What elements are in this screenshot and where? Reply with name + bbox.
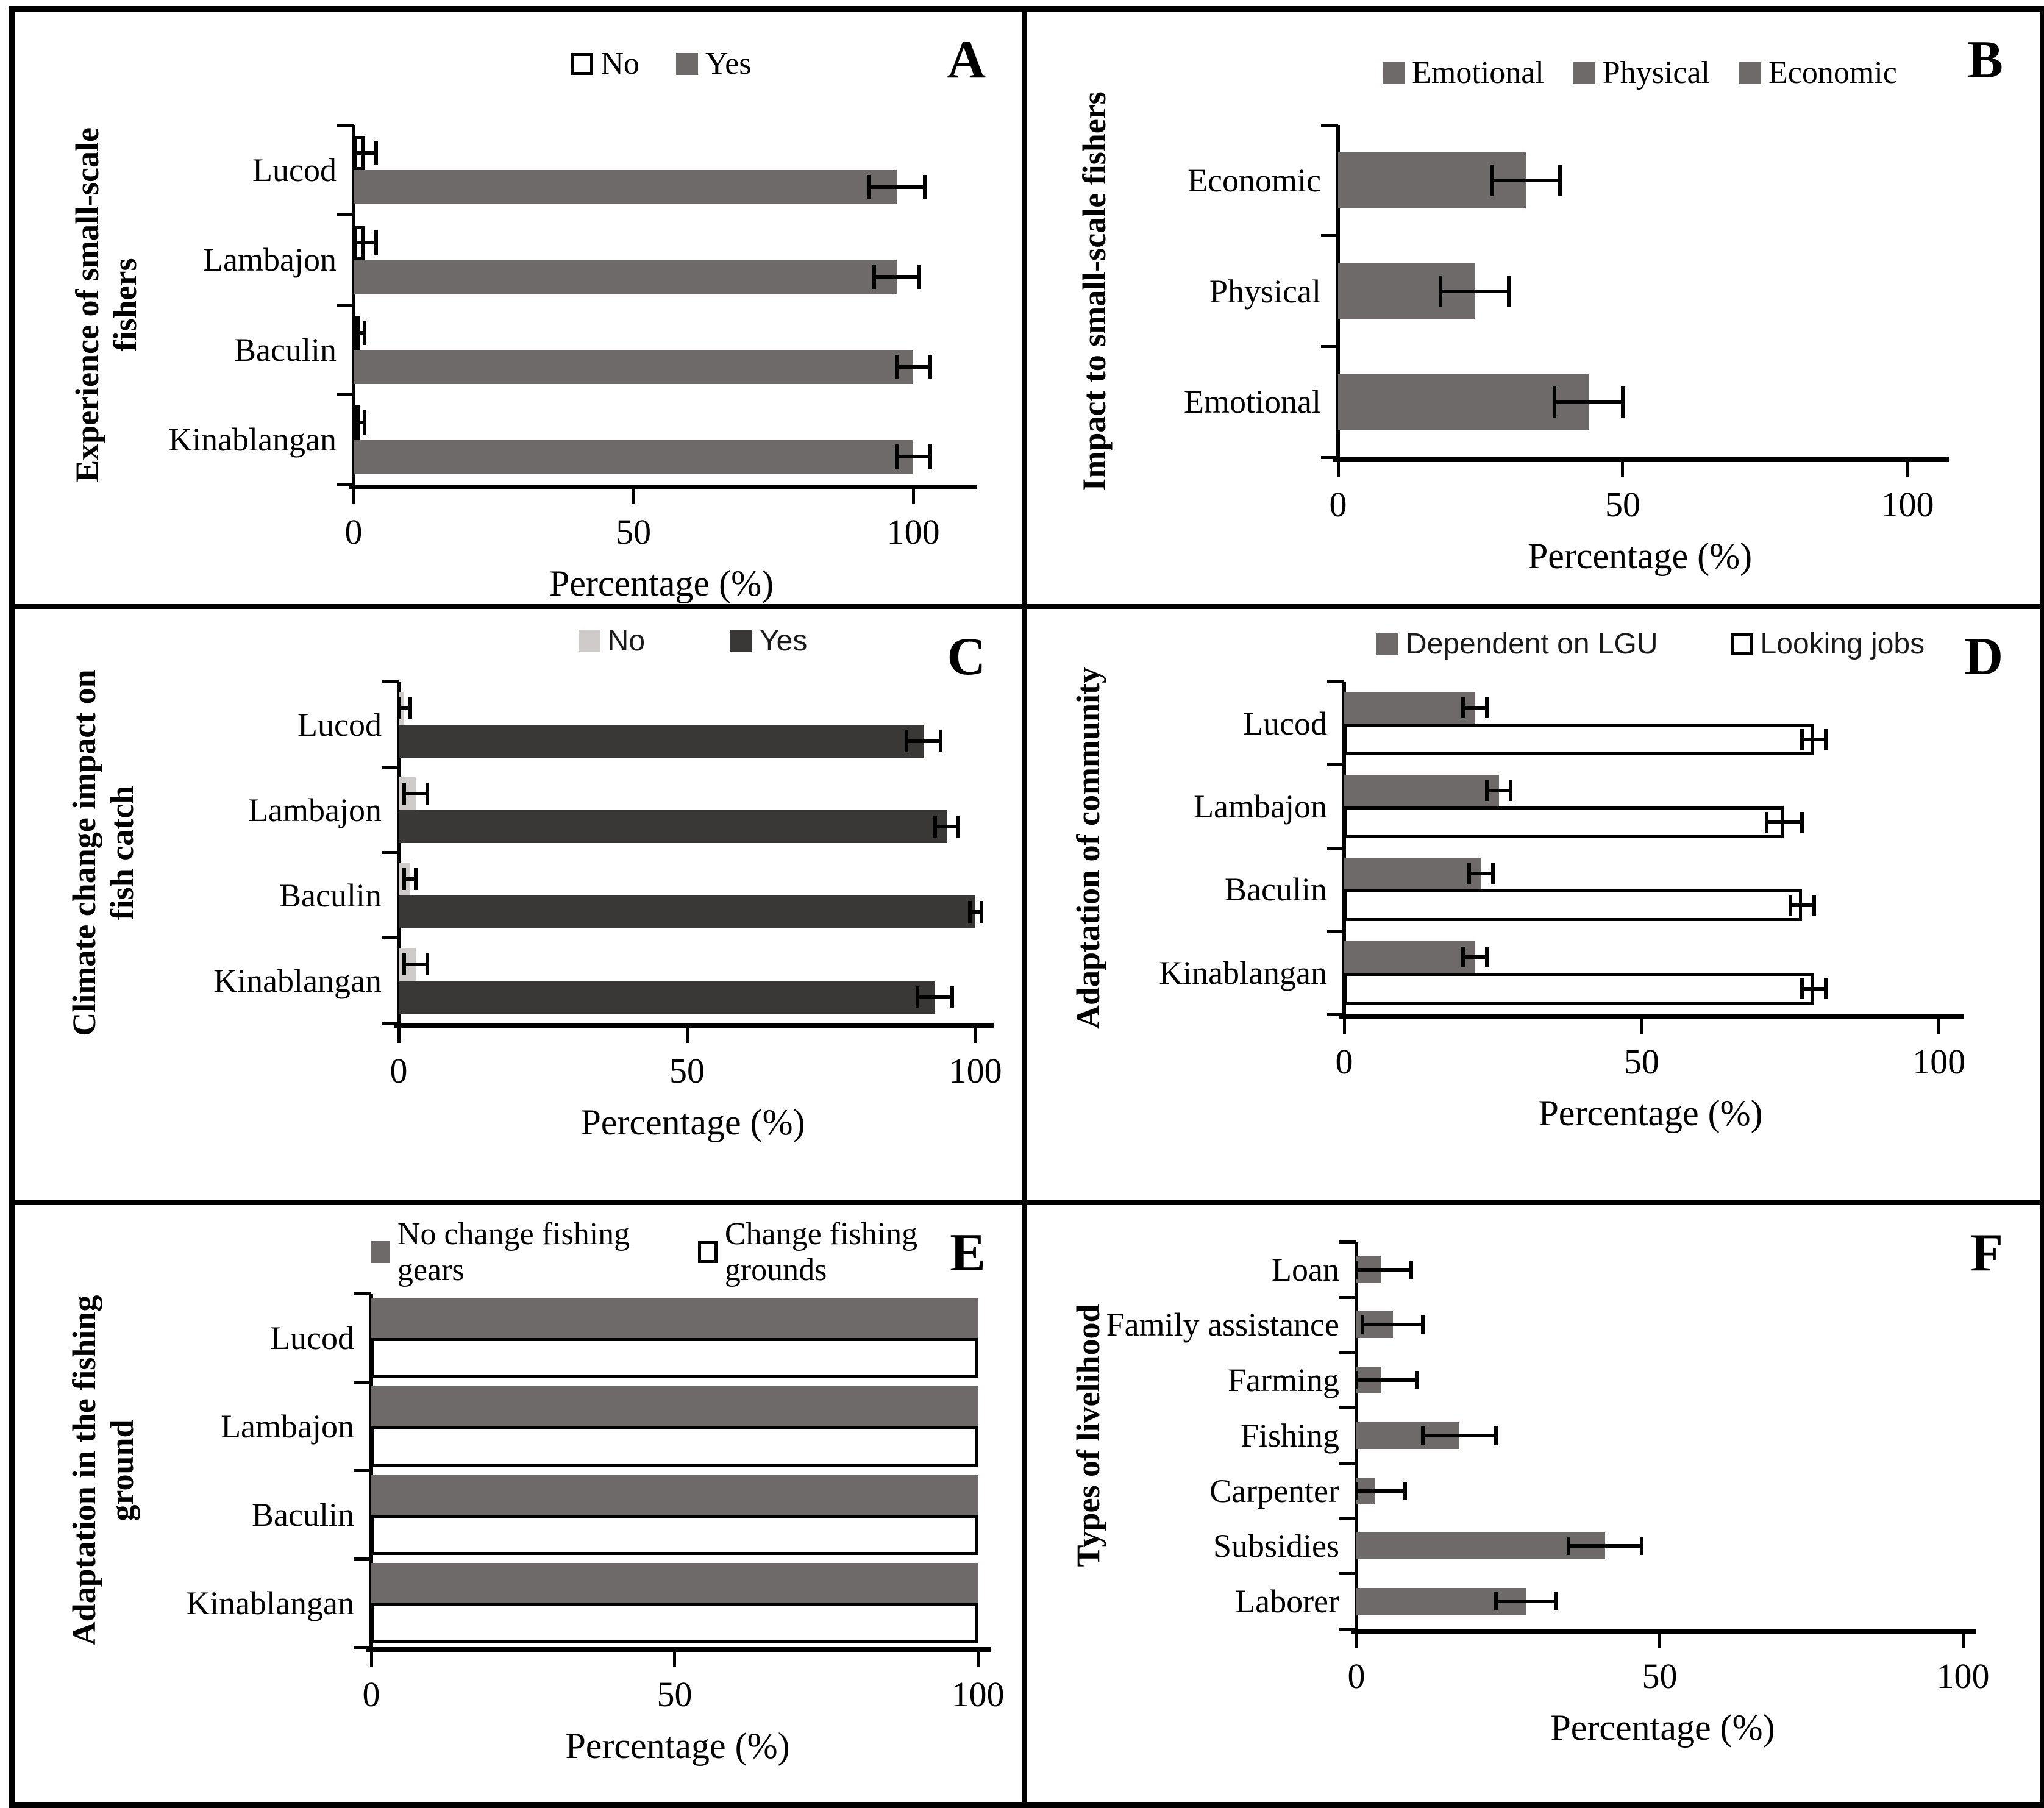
y-axis-tick	[337, 124, 354, 127]
y-axis-tick	[354, 1292, 371, 1295]
error-bar-cap	[933, 816, 937, 838]
x-axis-line	[1339, 1014, 1964, 1019]
x-axis-tick	[352, 488, 355, 504]
x-tick-label: 50	[1642, 1656, 1678, 1696]
error-bar-line	[874, 275, 919, 279]
error-bar-cap	[1567, 1537, 1570, 1555]
error-bar-cap	[928, 355, 932, 379]
legend-swatch-2	[698, 1241, 718, 1263]
bar-dependent-on-lgu	[1344, 775, 1499, 806]
error-bar-line	[897, 455, 930, 458]
category-label: Laborer	[1235, 1582, 1339, 1620]
error-bar-cap	[414, 868, 418, 890]
error-bar-line	[1802, 987, 1826, 991]
bar-yes	[399, 981, 935, 1014]
x-axis-tick	[397, 1027, 401, 1043]
x-axis-tick	[1355, 1632, 1358, 1648]
category-label: Kinablangan	[168, 421, 337, 458]
legend-swatch-2	[1573, 62, 1595, 84]
error-bar-cap	[1461, 947, 1465, 967]
x-tick-label: 0	[362, 1675, 380, 1715]
panel-E	[15, 1205, 1027, 1802]
error-bar-cap	[374, 230, 378, 255]
bar-impact	[1338, 374, 1589, 430]
error-bar-cap	[397, 697, 401, 719]
category-label: Lambajon	[203, 241, 337, 279]
legend-swatch-1	[571, 53, 593, 75]
bar-yes	[354, 350, 913, 384]
y-axis-label-line: fish catch	[104, 785, 140, 920]
y-axis-label-line: Types of livelihood	[1069, 1304, 1106, 1567]
legend-item	[1739, 55, 1897, 91]
category-label: Kinablangan	[1159, 954, 1327, 991]
error-bar-cap	[1494, 1592, 1498, 1610]
error-bar-line	[1423, 1434, 1495, 1437]
legend	[1344, 627, 1957, 661]
error-bar-cap	[956, 816, 960, 838]
error-bar-line	[1463, 706, 1487, 710]
x-tick-label: 0	[1347, 1656, 1366, 1696]
error-bar-cap	[352, 230, 355, 255]
x-tick-label: 50	[657, 1675, 693, 1715]
category-label: Baculin	[252, 1496, 354, 1533]
y-axis-tick	[1339, 1351, 1356, 1354]
error-bar-cap	[363, 321, 366, 345]
bar-dependent-on-lgu	[1344, 858, 1481, 889]
bar-no-change-fishing-gears	[371, 1386, 978, 1426]
plot-area	[1159, 682, 1966, 1133]
category-label: Loan	[1272, 1251, 1339, 1288]
panel-letter: B	[1967, 30, 2003, 90]
category-label: Kinablangan	[186, 1584, 354, 1621]
x-tick-label: 0	[390, 1050, 408, 1091]
bar-looking-jobs	[1344, 973, 1814, 1005]
legend-label: Economic	[1768, 55, 1897, 90]
error-bar-line	[935, 825, 958, 828]
error-bar-cap	[1461, 697, 1465, 718]
bar-no-change-fishing-gears	[371, 1298, 978, 1338]
bar-yes	[399, 895, 975, 928]
bar-looking-jobs	[1344, 724, 1814, 755]
x-tick-label: 100	[1912, 1041, 1966, 1081]
legend-label: No	[600, 46, 639, 81]
bar-change-fishing-grounds	[371, 1338, 978, 1378]
panel-letter: F	[1970, 1223, 2003, 1283]
panel-F	[1027, 1205, 2040, 1802]
y-axis-tick	[354, 1469, 371, 1472]
error-bar-line	[1767, 820, 1803, 824]
error-bar-cap	[352, 321, 355, 345]
bar-yes	[354, 170, 897, 204]
error-bar-cap	[1361, 1315, 1364, 1334]
bar-no-change-fishing-gears	[371, 1563, 978, 1603]
error-bar-cap	[1812, 895, 1816, 916]
plot-area	[213, 682, 1002, 1142]
y-axis-tick	[1339, 1240, 1356, 1244]
panel-letter: D	[1964, 627, 2003, 686]
x-tick-label: 50	[616, 512, 652, 552]
error-bar-line	[354, 241, 376, 244]
legend-label: Yes	[760, 624, 808, 657]
error-bar-cap	[1800, 978, 1804, 999]
x-axis-tick	[974, 1027, 977, 1043]
error-bar-cap	[1621, 386, 1625, 418]
error-bar-line	[1469, 872, 1493, 875]
error-bar-cap	[352, 141, 355, 165]
legend-item	[1376, 627, 1658, 661]
y-axis-tick	[337, 304, 354, 307]
y-axis-tick	[1327, 680, 1344, 683]
legend-label: Dependent on LGU	[1405, 627, 1658, 660]
error-bar-cap	[1491, 863, 1495, 884]
y-axis-tick	[354, 1557, 371, 1561]
y-axis-tick	[1321, 456, 1338, 459]
x-axis-tick	[977, 1651, 980, 1667]
x-axis-tick	[370, 1651, 373, 1667]
error-bar-cap	[867, 175, 871, 199]
y-axis-tick	[382, 680, 399, 683]
category-label: Subsidies	[1213, 1528, 1339, 1565]
error-bar-line	[1440, 290, 1509, 293]
error-bar-line	[404, 792, 427, 795]
error-bar-line	[354, 151, 376, 155]
error-bar-cap	[1507, 276, 1511, 307]
error-bar-cap	[1485, 947, 1489, 967]
error-bar-cap	[1554, 1592, 1558, 1610]
error-bar-cap	[1824, 729, 1828, 750]
y-axis-tick	[1327, 1013, 1344, 1016]
x-axis-tick	[1658, 1632, 1661, 1648]
y-axis-tick	[1321, 234, 1338, 237]
error-bar-line	[1356, 1268, 1411, 1272]
category-label: Baculin	[279, 877, 382, 914]
error-bar-cap	[363, 410, 366, 435]
legend-item	[1383, 55, 1544, 91]
error-bar-cap	[1421, 1426, 1425, 1445]
y-axis-tick	[1339, 1572, 1356, 1575]
y-axis-tick	[1339, 1517, 1356, 1520]
error-bar-cap	[895, 444, 899, 469]
error-bar-line	[869, 185, 925, 189]
error-bar-cap	[895, 355, 899, 379]
x-axis-line	[1333, 457, 1949, 462]
x-tick-label: 50	[1604, 485, 1640, 524]
error-bar-line	[1554, 400, 1623, 404]
error-bar-cap	[1789, 895, 1792, 916]
x-axis-line	[366, 1647, 991, 1652]
category-label: Economic	[1188, 162, 1321, 199]
bar-dependent-on-lgu	[1344, 941, 1475, 973]
category-label: Baculin	[1225, 871, 1327, 908]
y-axis-tick	[337, 483, 354, 486]
legend-swatch-1	[1376, 633, 1398, 655]
error-bar-cap	[939, 730, 942, 752]
error-bar-cap	[1355, 1371, 1358, 1389]
legend	[399, 624, 987, 658]
y-axis-label-line: ground	[104, 1419, 140, 1521]
legend-item	[371, 1216, 661, 1288]
error-bar-cap	[1415, 1371, 1419, 1389]
error-bar-line	[1790, 903, 1814, 907]
legend-label: Change fishing grounds	[724, 1217, 918, 1288]
category-label: Kinablangan	[213, 962, 382, 999]
x-axis-tick	[632, 488, 635, 504]
legend	[354, 46, 969, 82]
category-label: Lucod	[1243, 705, 1327, 742]
x-axis-tick	[1621, 461, 1624, 477]
y-axis-tick	[1327, 847, 1344, 850]
y-axis-tick	[382, 851, 399, 854]
error-bar-cap	[426, 953, 429, 975]
y-axis-tick	[1327, 763, 1344, 766]
error-bar-cap	[917, 265, 921, 289]
error-bar-cap	[1403, 1482, 1407, 1500]
legend-swatch-2	[1731, 633, 1753, 655]
error-bar-cap	[1824, 978, 1828, 999]
category-label: Lucod	[252, 151, 337, 188]
error-bar-cap	[872, 265, 876, 289]
panel-B	[1027, 12, 2040, 609]
category-label: Fishing	[1240, 1417, 1339, 1454]
category-label: Lucod	[270, 1319, 354, 1356]
x-axis-tick	[686, 1027, 689, 1043]
panel-letter: E	[950, 1223, 986, 1283]
error-bar-cap	[1490, 165, 1494, 196]
legend-label: Looking jobs	[1760, 627, 1925, 660]
error-bar-line	[1492, 179, 1560, 182]
y-axis-tick	[1321, 124, 1338, 127]
y-axis-label-line: Adaptation in the fishing	[65, 1295, 102, 1646]
x-axis-title: Percentage (%)	[580, 1102, 805, 1142]
y-axis-tick	[382, 766, 399, 769]
panel-letter: A	[947, 30, 986, 90]
y-axis-label-line: fishers	[107, 258, 143, 352]
category-label: Lambajon	[221, 1408, 354, 1445]
x-axis-tick	[1937, 1018, 1940, 1034]
error-bar-line	[1569, 1544, 1641, 1548]
x-axis-title: Percentage (%)	[1550, 1707, 1775, 1748]
error-bar-cap	[1640, 1537, 1643, 1555]
x-tick-label: 0	[344, 512, 363, 552]
error-bar-cap	[374, 141, 378, 165]
x-axis-tick	[1640, 1018, 1643, 1034]
error-bar-line	[404, 963, 427, 966]
x-axis-tick	[1906, 461, 1909, 477]
legend-item	[579, 624, 645, 658]
category-label: Baculin	[234, 331, 337, 368]
y-axis-tick	[354, 1646, 371, 1649]
plot-area	[1106, 1242, 1990, 1748]
legend	[1338, 55, 1942, 91]
error-bar-cap	[916, 986, 919, 1008]
x-tick-label: 50	[669, 1050, 705, 1091]
error-bar-line	[1802, 738, 1826, 741]
error-bar-cap	[1558, 165, 1562, 196]
bar-yes	[354, 440, 913, 474]
category-label: Emotional	[1184, 383, 1321, 421]
error-bar-cap	[1467, 863, 1471, 884]
bar-yes	[399, 725, 924, 758]
x-tick-label: 100	[949, 1050, 1002, 1091]
panel-C	[15, 609, 1027, 1206]
error-bar-line	[1463, 955, 1487, 959]
legend-item	[571, 46, 639, 82]
error-bar-cap	[408, 697, 412, 719]
error-bar-cap	[928, 444, 932, 469]
y-axis-tick	[382, 936, 399, 939]
error-bar-cap	[402, 953, 406, 975]
y-axis-tick	[354, 1381, 371, 1384]
x-axis-tick	[912, 488, 915, 504]
bar-dependent-on-lgu	[1344, 692, 1475, 724]
legend	[371, 1216, 984, 1288]
y-axis-label-line: Climate change impact on	[65, 669, 102, 1036]
error-bar-cap	[352, 410, 355, 435]
y-axis-tick	[337, 213, 354, 216]
error-bar-cap	[905, 730, 908, 752]
figure-grid	[9, 6, 2044, 1808]
error-bar-cap	[1421, 1315, 1425, 1334]
error-bar-cap	[1409, 1261, 1413, 1279]
plot-area	[186, 1294, 1005, 1767]
x-axis-tick	[1962, 1632, 1965, 1648]
y-axis-tick	[1327, 930, 1344, 933]
category-label: Carpenter	[1209, 1472, 1339, 1509]
y-axis-label-line: Adaptation of community	[1069, 667, 1106, 1030]
x-axis-title: Percentage (%)	[565, 1726, 790, 1767]
y-axis-tick	[382, 1022, 399, 1025]
error-bar-line	[1362, 1323, 1423, 1326]
legend-item	[1731, 627, 1925, 661]
legend-label: Physical	[1602, 55, 1711, 90]
bar-change-fishing-grounds	[371, 1515, 978, 1555]
x-axis-tick	[673, 1651, 676, 1667]
error-bar-cap	[1765, 812, 1768, 833]
legend-swatch-2	[676, 53, 698, 75]
error-bar-cap	[1485, 780, 1489, 801]
category-label: Lucod	[297, 706, 382, 743]
bar-yes	[399, 810, 947, 843]
legend-swatch-2	[730, 630, 752, 652]
legend-item	[698, 1216, 984, 1288]
bar-change-fishing-grounds	[371, 1603, 978, 1643]
category-label: Lambajon	[248, 791, 382, 828]
x-tick-label: 0	[1329, 485, 1347, 524]
y-axis-tick	[1339, 1628, 1356, 1631]
legend-swatch-1	[371, 1241, 390, 1263]
x-tick-label: 50	[1623, 1041, 1659, 1081]
legend-swatch-3	[1739, 62, 1761, 84]
x-axis-line	[1351, 1629, 1976, 1634]
x-axis-line	[349, 485, 977, 489]
error-bar-cap	[426, 783, 429, 805]
error-bar-cap	[1494, 1426, 1498, 1445]
x-tick-label: 100	[1936, 1656, 1990, 1696]
error-bar-cap	[950, 986, 954, 1008]
panel-D	[1027, 609, 2040, 1206]
error-bar-cap	[1439, 276, 1442, 307]
error-bar-cap	[980, 901, 983, 923]
error-bar-cap	[402, 868, 406, 890]
error-bar-line	[917, 995, 952, 999]
y-axis-label-line: Impact to small-scale fishers	[1075, 91, 1113, 491]
error-bar-cap	[1800, 812, 1804, 833]
bar-looking-jobs	[1344, 889, 1802, 921]
x-axis-title: Percentage (%)	[1538, 1092, 1763, 1133]
error-bar-cap	[1485, 697, 1489, 718]
y-axis-tick	[1339, 1296, 1356, 1299]
legend-swatch-1	[579, 630, 600, 652]
x-axis-tick	[1337, 461, 1340, 477]
y-axis-tick	[337, 393, 354, 396]
bar-no-change-fishing-gears	[371, 1475, 978, 1515]
y-axis-tick	[1321, 345, 1338, 348]
legend-label: No	[607, 624, 646, 657]
category-label: Farming	[1228, 1362, 1339, 1399]
bar-change-fishing-grounds	[371, 1426, 978, 1467]
x-axis-title: Percentage (%)	[549, 563, 774, 603]
y-axis-tick	[1339, 1462, 1356, 1465]
error-bar-cap	[402, 783, 406, 805]
y-axis-label-line: Experience of small-scale	[68, 127, 105, 482]
error-bar-cap	[1355, 1482, 1358, 1500]
legend-item	[1573, 55, 1710, 91]
legend-label: Yes	[705, 46, 752, 81]
legend-label: No change fishing gears	[397, 1217, 630, 1288]
legend-item	[730, 624, 807, 658]
x-tick-label: 0	[1335, 1041, 1353, 1081]
error-bar-line	[1487, 789, 1511, 792]
error-bar-cap	[1509, 780, 1512, 801]
panel-letter: C	[947, 627, 986, 686]
error-bar-cap	[1553, 386, 1556, 418]
error-bar-line	[1356, 1489, 1405, 1493]
error-bar-cap	[1800, 729, 1804, 750]
legend-swatch-1	[1383, 62, 1405, 84]
plot-area	[1184, 125, 1942, 576]
error-bar-line	[1356, 1378, 1417, 1382]
bar-yes	[354, 260, 897, 294]
category-label: Lambajon	[1194, 788, 1327, 825]
panel-A	[15, 12, 1027, 609]
x-axis-line	[394, 1023, 994, 1028]
bar-looking-jobs	[1344, 806, 1784, 838]
error-bar-cap	[968, 901, 972, 923]
category-label: Family assistance	[1106, 1306, 1339, 1344]
error-bar-cap	[923, 175, 927, 199]
x-axis-tick	[1343, 1018, 1346, 1034]
legend-item	[676, 46, 752, 82]
plot-area	[168, 125, 969, 603]
error-bar-line	[906, 739, 941, 743]
x-tick-label: 100	[886, 512, 940, 552]
error-bar-cap	[1355, 1261, 1358, 1279]
category-label: Physical	[1209, 272, 1321, 310]
legend-label: Emotional	[1412, 55, 1544, 90]
y-axis-tick	[1339, 1406, 1356, 1409]
error-bar-line	[897, 365, 930, 369]
x-axis-title: Percentage (%)	[1527, 536, 1753, 576]
error-bar-line	[1496, 1600, 1557, 1603]
x-tick-label: 100	[951, 1675, 1005, 1715]
x-tick-label: 100	[1881, 485, 1934, 524]
